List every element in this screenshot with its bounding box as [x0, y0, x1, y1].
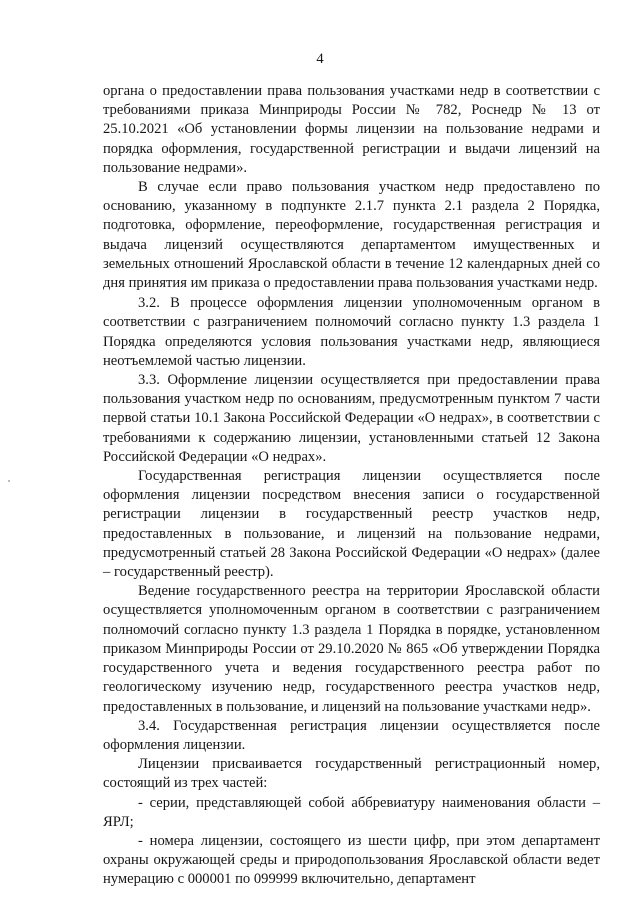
paragraph-3-4: 3.4. Государственная регистрация лицензии осуществляется после оформления лицензии. — [103, 717, 600, 753]
list-item-series: - серии, представляющей собой аббревиатуру наименования области – ЯРЛ; — [103, 794, 600, 830]
paragraph-3-3: 3.3. Оформление лицензии осуществляется при предоставлении права пользования участком недр по основаниям, предусмотренным пунктом 7 части первой статьи 10.1 Закона Российской Федерации «О недрах», в соответствии с требованиями к содержанию лицензии, установленными статьей 12 Закона Российской Федерации «О недрах». — [103, 372, 600, 465]
page-number: 4 — [316, 51, 324, 67]
scan-speck — [8, 480, 10, 482]
paragraph-continuation: органа о предоставлении права пользования участками недр в соответствии с требованиями приказа Минприроды России № 782, Роснедр № 13 от 25.10.2021 «Об установлении формы лицензии на пользование недрами и порядка оформления, государственной регистрации и выдачи лицензий на пользование недрами». — [103, 83, 600, 176]
paragraph-3-2: 3.2. В процессе оформления лицензии уполномоченным органом в соответствии с разграничением полномочий согласно пункту 1.3 раздела 1 Порядка определяются условия пользования участками недр, являющиеся неотъемлемой частью лицензии. — [103, 295, 600, 369]
list-item-license-number: - номера лицензии, состоящего из шести цифр, при этом департамент охраны окружающей среды и природопользования Ярославской области ведет нумерацию с 000001 по 099999 включительно, департамент — [103, 832, 600, 888]
document-body — [103, 82, 600, 890]
paragraph-state-registration: Государственная регистрация лицензии осуществляется после оформления лицензии посредством внесения записи о государственной регистрации лицензии в государственный реестр участков недр, предоставленных в пользование, и лицензий на пользование недрами, предусмотренный статьей 28 Закона Российской Федерации «О недрах» (далее – государственный реестр). — [103, 468, 600, 581]
paragraph-registration-number: Лицензии присваивается государственный регистрационный номер, состоящий из трех частей: — [103, 756, 600, 792]
paragraph-registry-maintenance: Ведение государственного реестра на территории Ярославской области осуществляется уполномоченным органом в соответствии с разграничением полномочий согласно пункту 1.3 раздела 1 Порядка в порядке, установленном приказом Минприроды России от 29.10.2020 № 865 «Об утверждении Порядка государственного учета и ведения государственного реестра работ по геологическому изучению недр, государственного реестра участков недр, предоставленных в пользование, и лицензий на пользование участками недр». — [103, 583, 600, 715]
paragraph-special-case: В случае если право пользования участком недр предоставлено по основанию, указанному в подпункте 2.1.7 пункта 2.1 раздела 2 Порядка, подготовка, оформление, переоформление, государственная регистрация и выдача лицензий осуществляются департаментом имущественных и земельных отношений Ярославской области в течение 12 календарных дней со дня принятия им приказа о предоставлении права пользования участками недр. — [103, 179, 600, 292]
